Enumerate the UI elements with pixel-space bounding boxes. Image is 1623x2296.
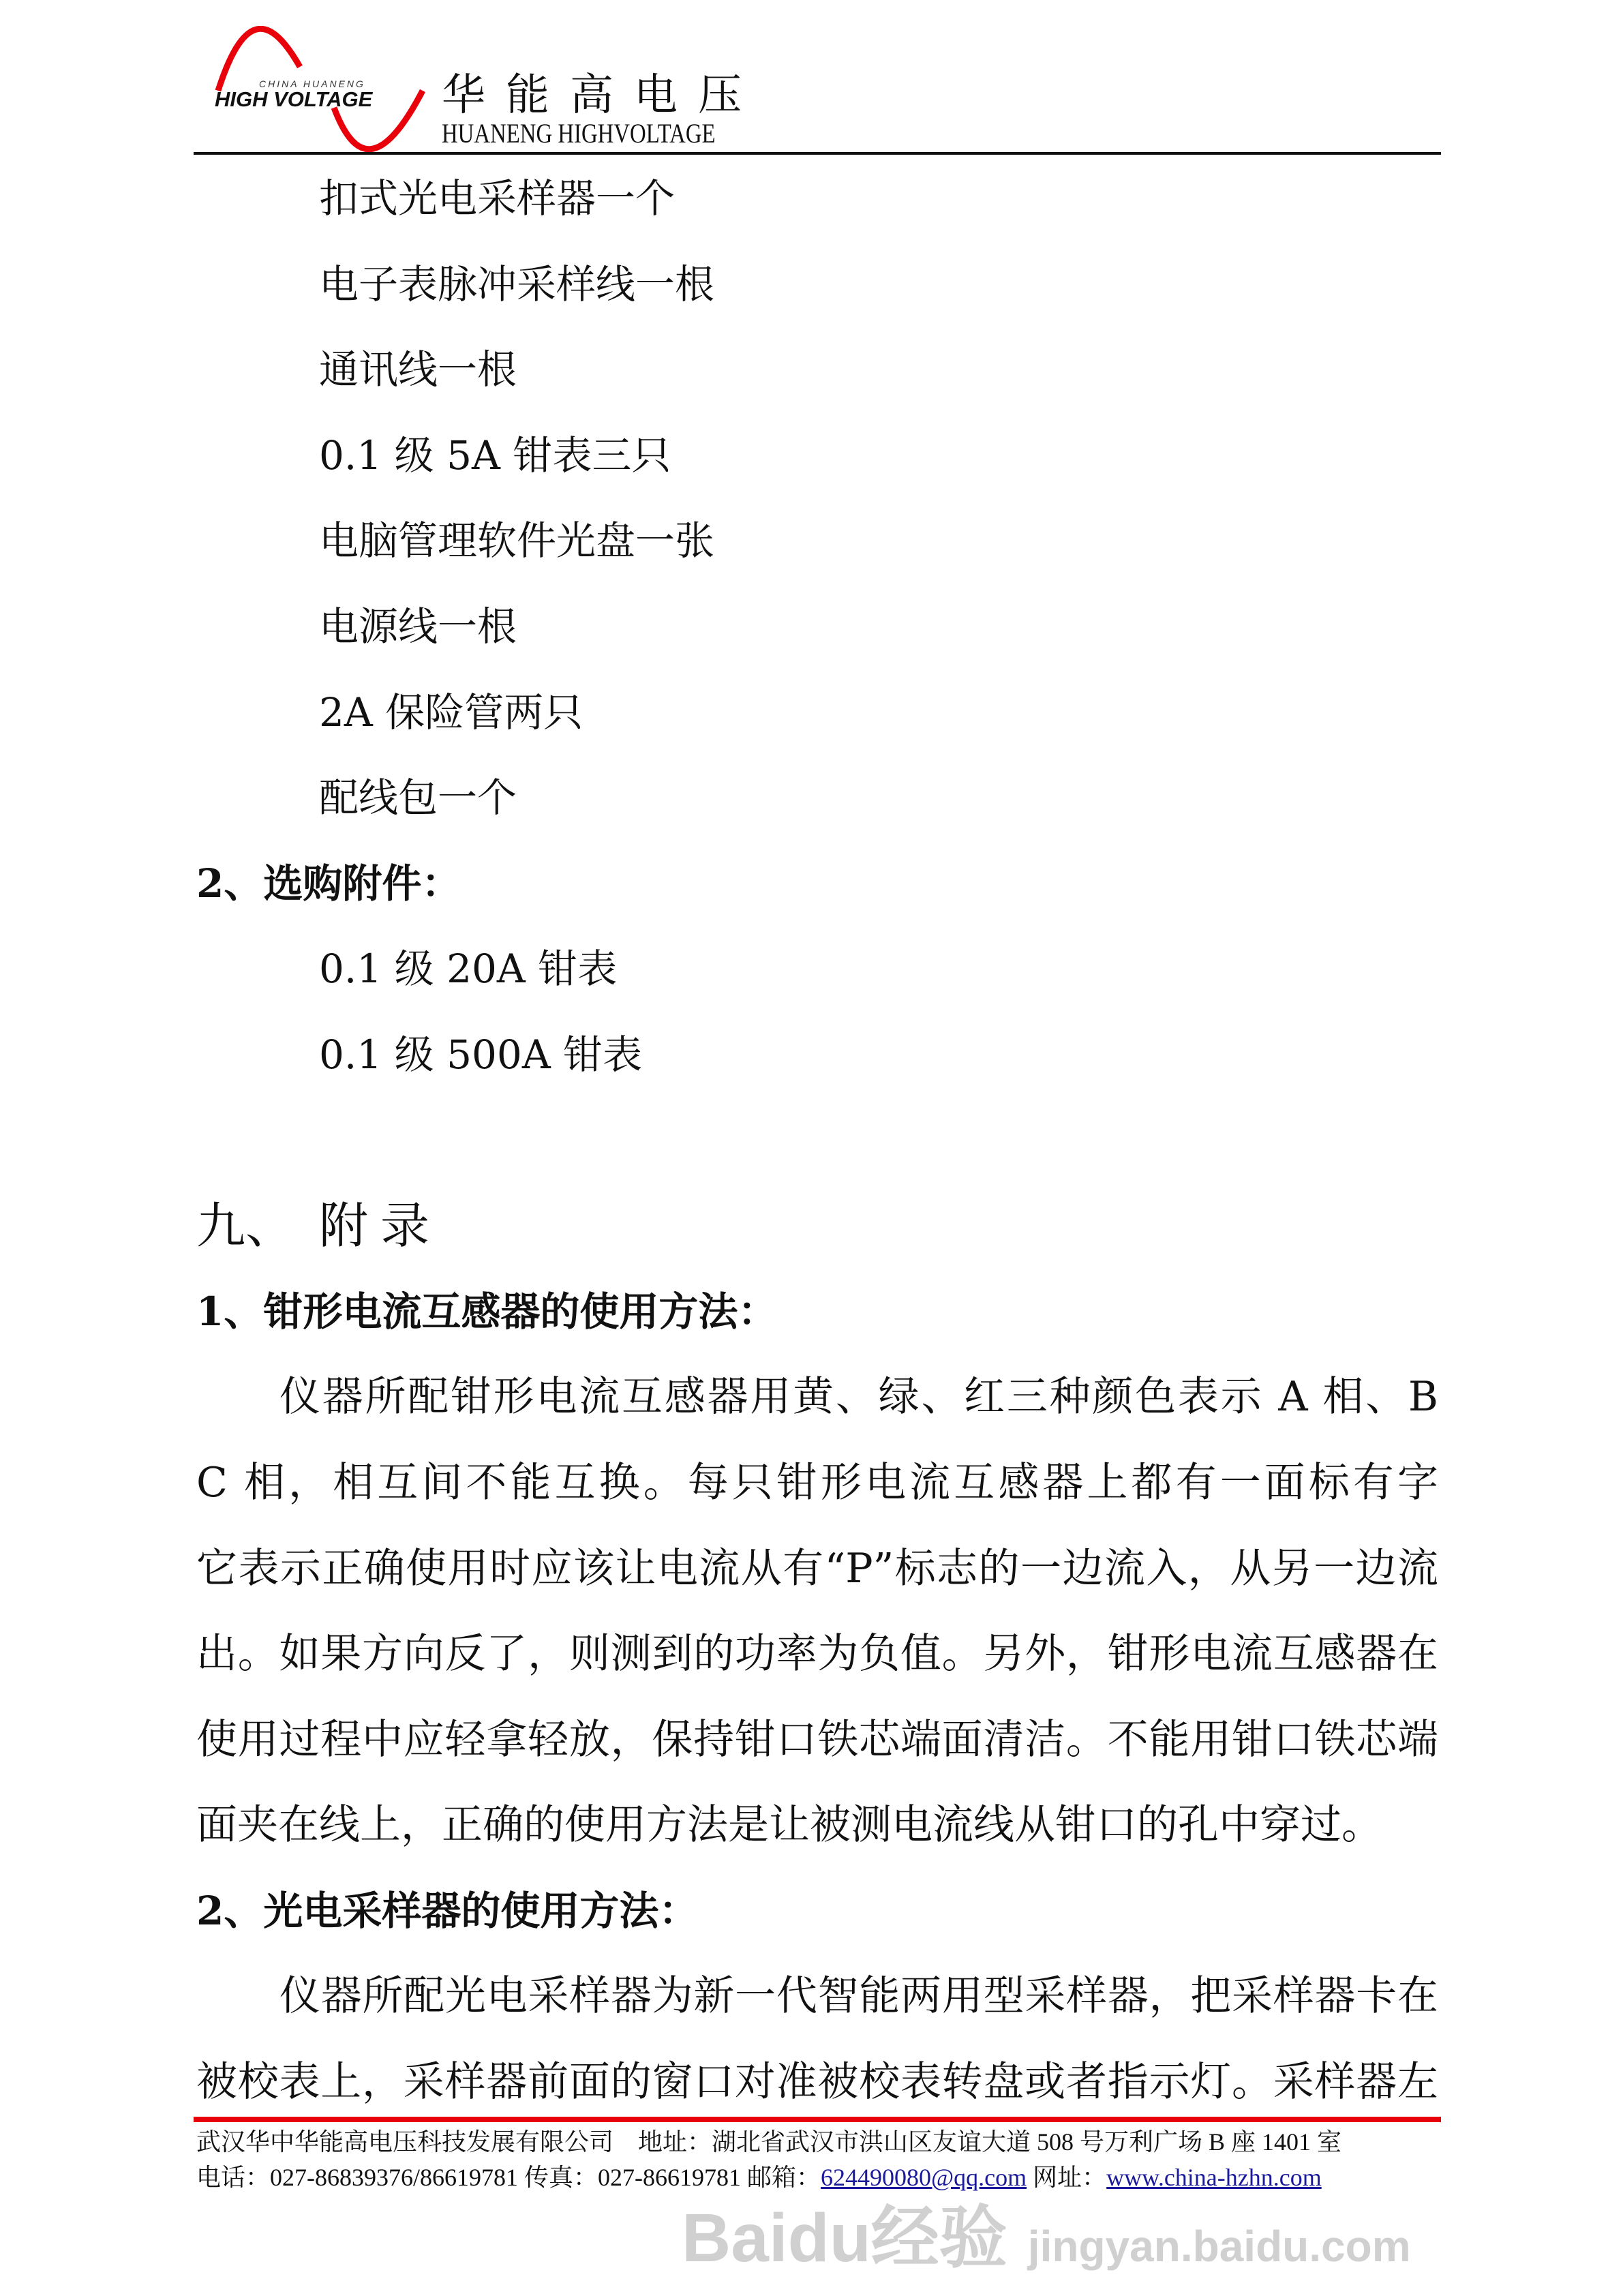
footer-line-1 xyxy=(196,2127,1341,2157)
web-label: 网址： xyxy=(1033,2164,1107,2191)
watermark xyxy=(682,2201,1411,2296)
header-divider xyxy=(194,152,1441,155)
list-item: 配线包一个 xyxy=(319,774,517,821)
list-item: 电源线一根 xyxy=(319,603,517,650)
appendix-word: 附 xyxy=(319,1197,369,1255)
phone: 电话：027-86839376/86619781 xyxy=(196,2164,518,2191)
list-item: 电脑管理软件光盘一张 xyxy=(319,517,715,564)
paragraph-line: 被校表上，采样器前面的窗口对准被校表转盘或者指示灯。采样器左 xyxy=(196,2058,1438,2106)
document-body xyxy=(196,156,1438,2126)
footer-line-2 xyxy=(196,2162,1322,2192)
footer-divider xyxy=(194,2117,1441,2122)
list-item: 0.1 级 5A 钳表三只 xyxy=(319,432,671,479)
blank-line xyxy=(196,1098,1438,1184)
paragraph-line: 面夹在线上，正确的使用方法是让被测电流线从钳口的孔中穿过。 xyxy=(196,1801,1382,1849)
appendix-word: 录 xyxy=(380,1197,430,1255)
email-label: 邮箱： xyxy=(747,2164,821,2191)
paragraph-line: 它表示正确使用时应该让电流从有“P”标志的一边流入，从另一边流 xyxy=(196,1544,1438,1592)
watermark-logo: Baidu经验 xyxy=(682,2200,1007,2276)
paragraph-line: C 相，相互间不能互换。每只钳形电流互感器上都有一面标有字 xyxy=(196,1458,1438,1507)
website-link[interactable]: www.china-hzhn.com xyxy=(1106,2164,1322,2191)
watermark-url: jingyan.baidu.com xyxy=(1027,2222,1411,2271)
paragraph-line: 仪器所配钳形电流互感器用黄、绿、红三种颜色表示 A 相、B xyxy=(279,1373,1438,1421)
paragraph-line: 仪器所配光电采样器为新一代智能两用型采样器，把采样器卡在 xyxy=(279,1972,1438,2021)
email-link[interactable]: 624490080@qq.com xyxy=(821,2164,1027,2191)
appendix-heading xyxy=(196,1183,1438,1269)
list-item: 通讯线一根 xyxy=(319,346,517,393)
svg-text:CHINA HUANENG: CHINA HUANENG xyxy=(259,78,365,89)
list-item: 0.1 级 500A 钳表 xyxy=(319,1031,643,1078)
list-item: 扣式光电采样器一个 xyxy=(319,175,676,222)
section2-heading: 2、光电采样器的使用方法： xyxy=(196,1887,699,1934)
list-item: 电子表脉冲采样线一根 xyxy=(319,260,715,307)
appendix-number: 九、 xyxy=(196,1197,295,1255)
company-logo xyxy=(204,26,436,155)
paragraph-line: 出。如果方向反了，则测到的功率为负值。另外，钳形电流互感器在 xyxy=(196,1630,1438,1678)
brand-name-cn: 华能高电压 xyxy=(442,70,762,121)
brand-name-en: HUANENG HIGHVOLTAGE xyxy=(442,118,716,149)
fax: 传真：027-86619781 xyxy=(524,2164,741,2191)
paragraph-line: 使用过程中应轻拿轻放，保持钳口铁芯端面清洁。不能用钳口铁芯端 xyxy=(196,1715,1438,1764)
company-address: 地址：湖北省武汉市洪山区友谊大道 508 号万利广场 B 座 1401 室 xyxy=(638,2128,1342,2156)
company-name: 武汉华中华能高电压科技发展有限公司 xyxy=(196,2128,614,2156)
list-item: 2A 保险管两只 xyxy=(319,689,583,736)
svg-text:HIGH VOLTAGE: HIGH VOLTAGE xyxy=(215,87,373,111)
section1-heading: 1、钳形电流互感器的使用方法： xyxy=(196,1288,778,1335)
optional-accessories-heading: 2、选购附件： xyxy=(196,860,461,907)
list-item: 0.1 级 20A 钳表 xyxy=(319,946,618,993)
